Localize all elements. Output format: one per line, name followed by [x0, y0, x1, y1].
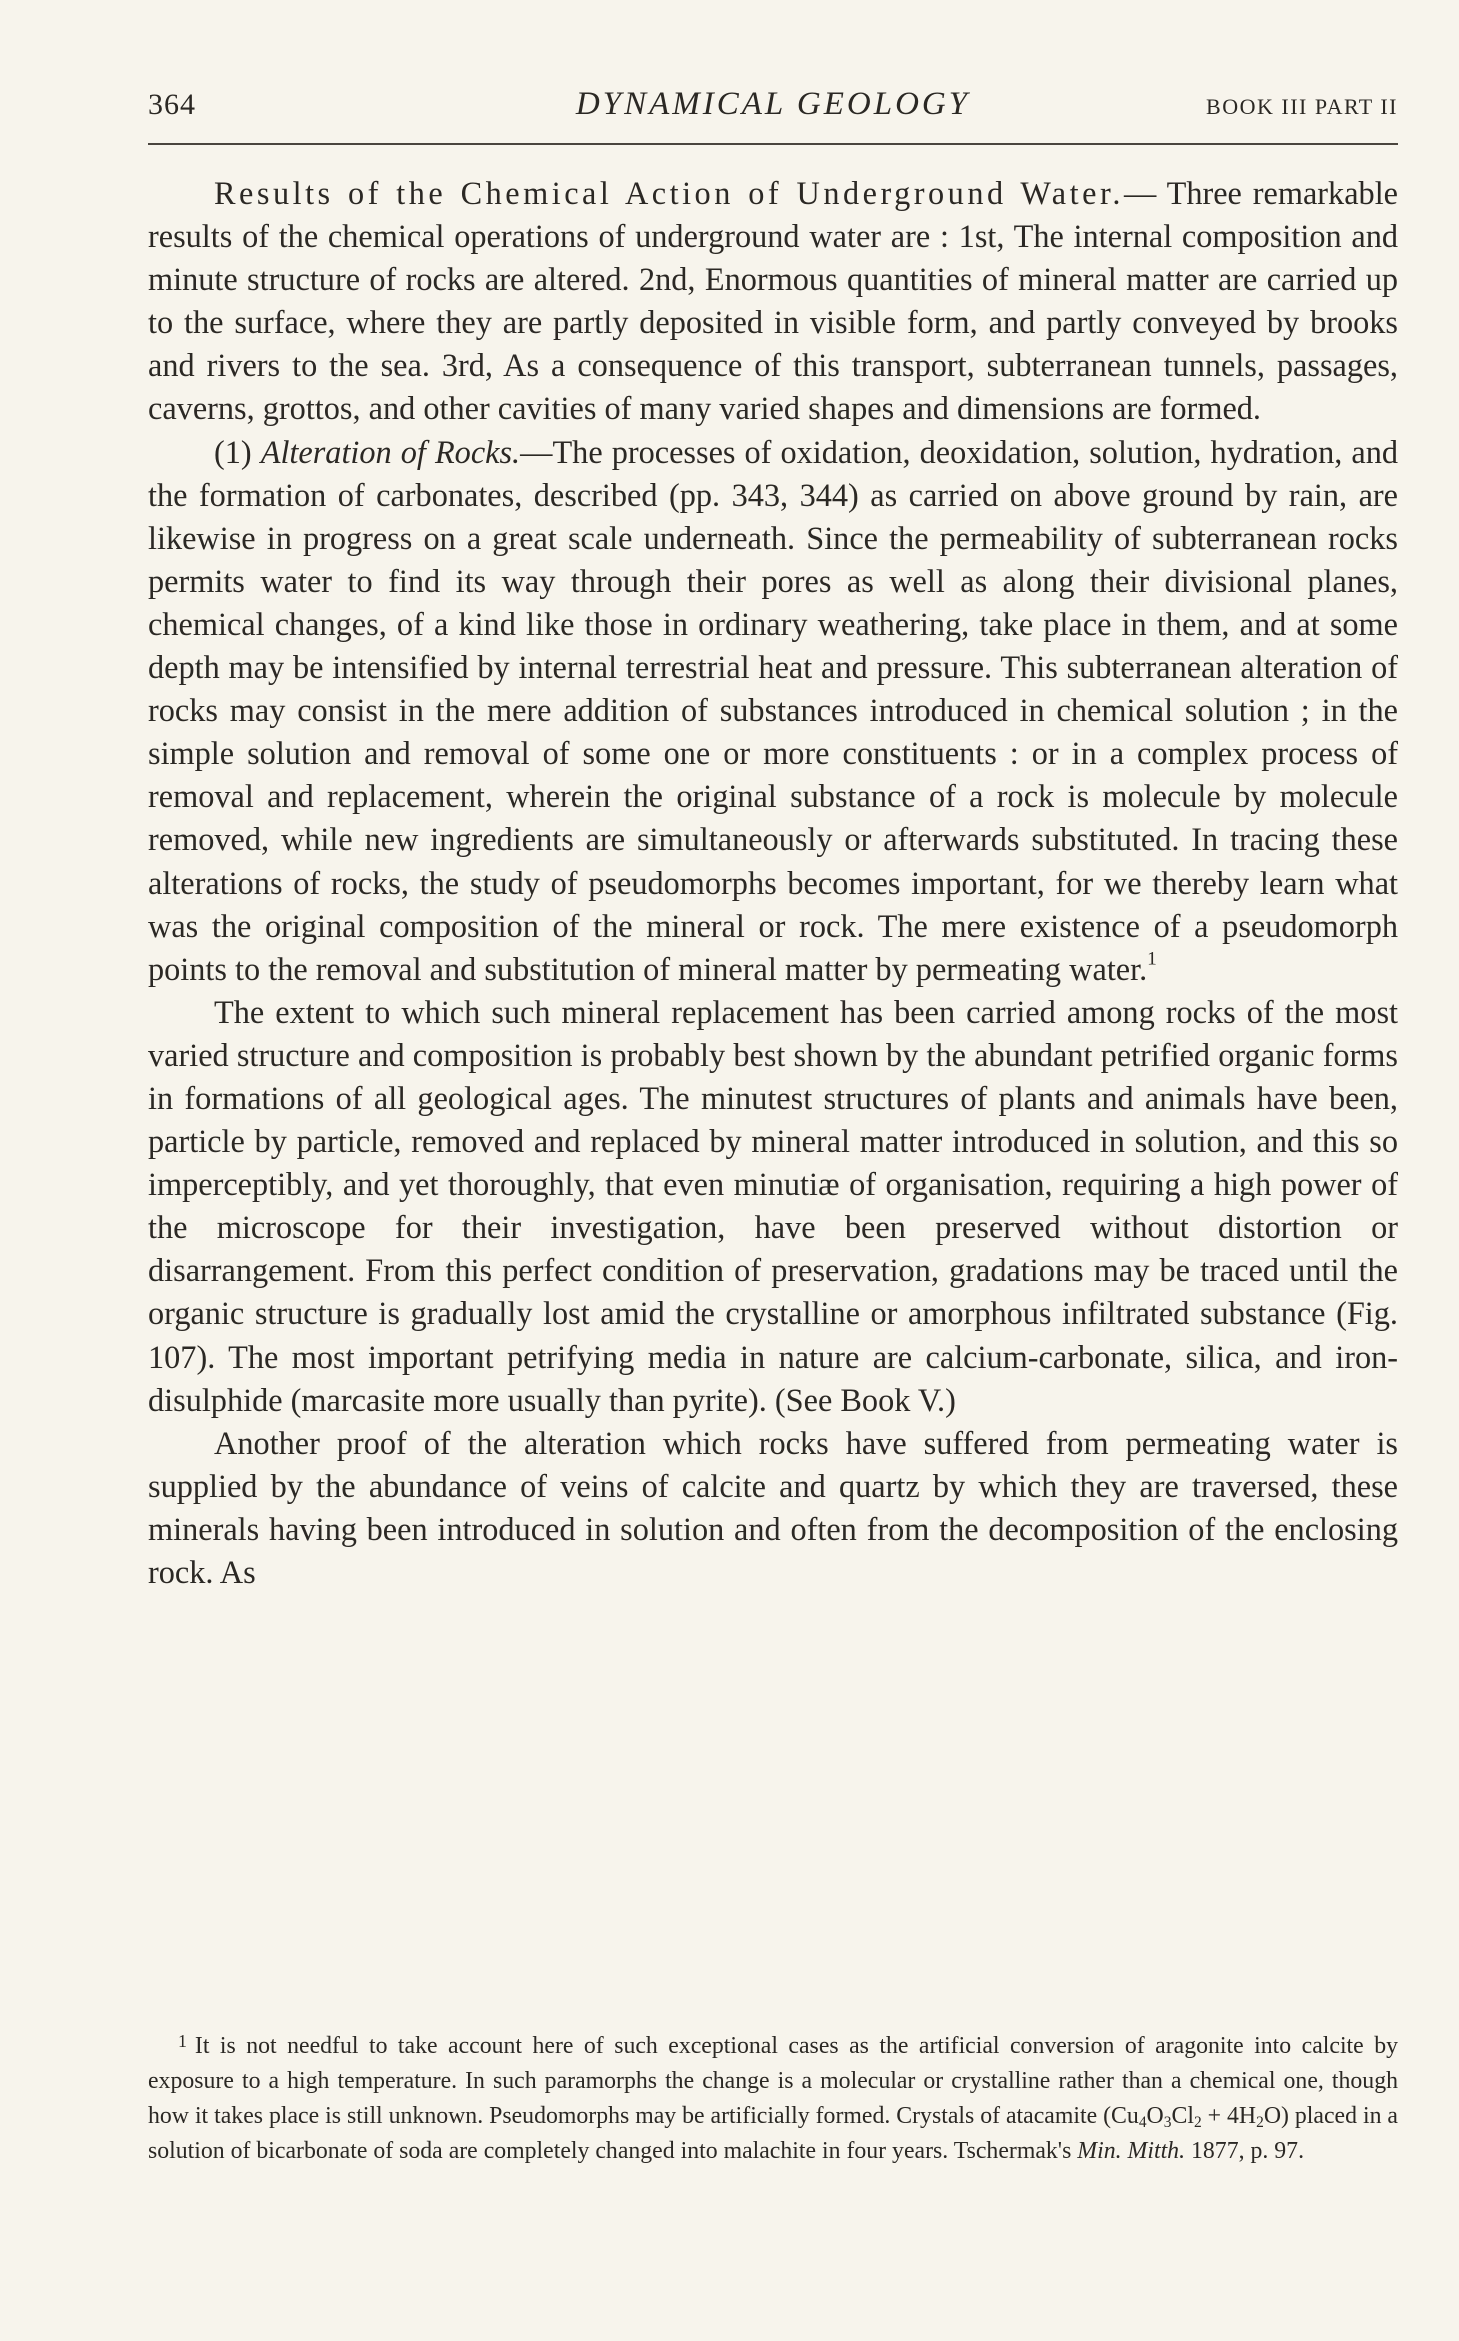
subsection-number: (1)	[214, 433, 252, 470]
paragraph-results	[148, 172, 1398, 431]
section-heading: Results of the Chemical Action of Underground Water.	[214, 175, 1124, 211]
footnote-text	[148, 2024, 1398, 2169]
footnote-text-b: O) placed in a solution of bicarbonate of soda are completely changed into malachite in four years. Tschermak's	[148, 2103, 1398, 2164]
paragraph-text: —The processes of oxidation, deoxidation, solution, hydration, and the formation of carbonates, described (pp. 343, 344) as carried on above ground by rain, are likewise in progress on a great scale underneath. Since the permeability of subterranean rocks permits water to find its way through their pores as well as along their divisional planes, chemical changes, of a kind like those in ordinary weathering, take place in them, and at some depth may be intensified by internal terrestrial heat and pressure. This subterranean alteration of rocks may consist in the mere addition of substances introduced in chemical solution ; in the simple solution and removal of some one or more constituents : or in a complex process of removal and replacement, wherein the original substance of a rock is molecule by molecule removed, while new ingredients are simultaneously or afterwards substituted. In tracing these alterations of rocks, the study of pseudomorphs becomes important, for we thereby learn what was the original composition of the mineral or rock. The mere existence of a pseudomorph points to the removal and substitution of mineral matter by permeating water.	[148, 433, 1398, 987]
running-header	[148, 84, 1398, 134]
footnote	[148, 2024, 1398, 2169]
body-text	[148, 172, 1398, 1594]
subscript: 2	[1193, 2113, 1202, 2131]
formula-part: + 4H	[1201, 2103, 1257, 2130]
formula-part: O	[1146, 2103, 1164, 2130]
subscript: 2	[1256, 2113, 1264, 2131]
subsection-heading: Alteration of Rocks.	[260, 433, 521, 470]
paragraph-replacement: The extent to which such mineral replacement has been carried among rocks of the most varied structure and composition is probably best shown by the abundant petrified organic forms in formations of all geological ages. The minutest structures of plants and animals have been, particle by particle, removed and replaced by mineral matter introduced in solution, and this so imperceptibly, and yet thoroughly, that even minutiæ of organisation, requiring a high power of the microscope for their investigation, have been preserved without distortion or disarrangement. From this perfect condition of preservation, gradations may be traced until the organic structure is gradually lost amid the crystalline or amorphous infiltrated substance (Fig. 107). The most important petrifying media in nature are calcium-carbonate, silica, and iron-disulphide (marcasite more usually than pyrite). (See Book V.)	[148, 993, 1398, 1418]
paragraph-text: — Three remarkable results of the chemical operations of underground water are : 1st, The internal composition and minute structure of rocks are altered. 2nd, Enormous quantities of mineral matter are carried up to the surface, where they are partly deposited in visible form, and partly conveyed by brooks and rivers to the sea. 3rd, As a consequence of this transport, subterranean tunnels, passages, caverns, grottos, and other cavities of many varied shapes and dimensions are formed.	[148, 175, 1399, 427]
paragraph-veins: Another proof of the alteration which rocks have suffered from permeating water is supplied by the abundance of veins of calcite and quartz by which they are traversed, these minerals having been introduced in solution and often from the decomposition of the enclosing rock. As	[148, 1424, 1398, 1590]
subscript: 3	[1163, 2113, 1172, 2131]
paragraph-alteration	[148, 431, 1398, 991]
footnote-mark: 1	[178, 2031, 187, 2051]
header-rule	[148, 143, 1398, 145]
footnote-text-c: 1877, p. 97.	[1185, 2137, 1305, 2164]
running-title: DYNAMICAL GEOLOGY	[575, 86, 971, 122]
part-label: BOOK III PART II	[1206, 94, 1398, 119]
page-number: 364	[148, 88, 196, 121]
footnote-reference: 1	[1147, 948, 1157, 970]
subscript: 4	[1138, 2113, 1147, 2131]
journal-title: Min. Mitth.	[1077, 2137, 1186, 2164]
formula-part: Cl	[1171, 2103, 1194, 2130]
footnote-text-a: It is not needful to take account here of such exceptional cases as the artificial conversion of aragonite into calcite by exposure to a high temperature. In such paramorphs the change is a molecular or crystalline rather than a chemical one, though how it takes place is still unknown. Pseudomorphs may be artificially formed. Crystals of atacamite (Cu	[148, 2033, 1398, 2130]
